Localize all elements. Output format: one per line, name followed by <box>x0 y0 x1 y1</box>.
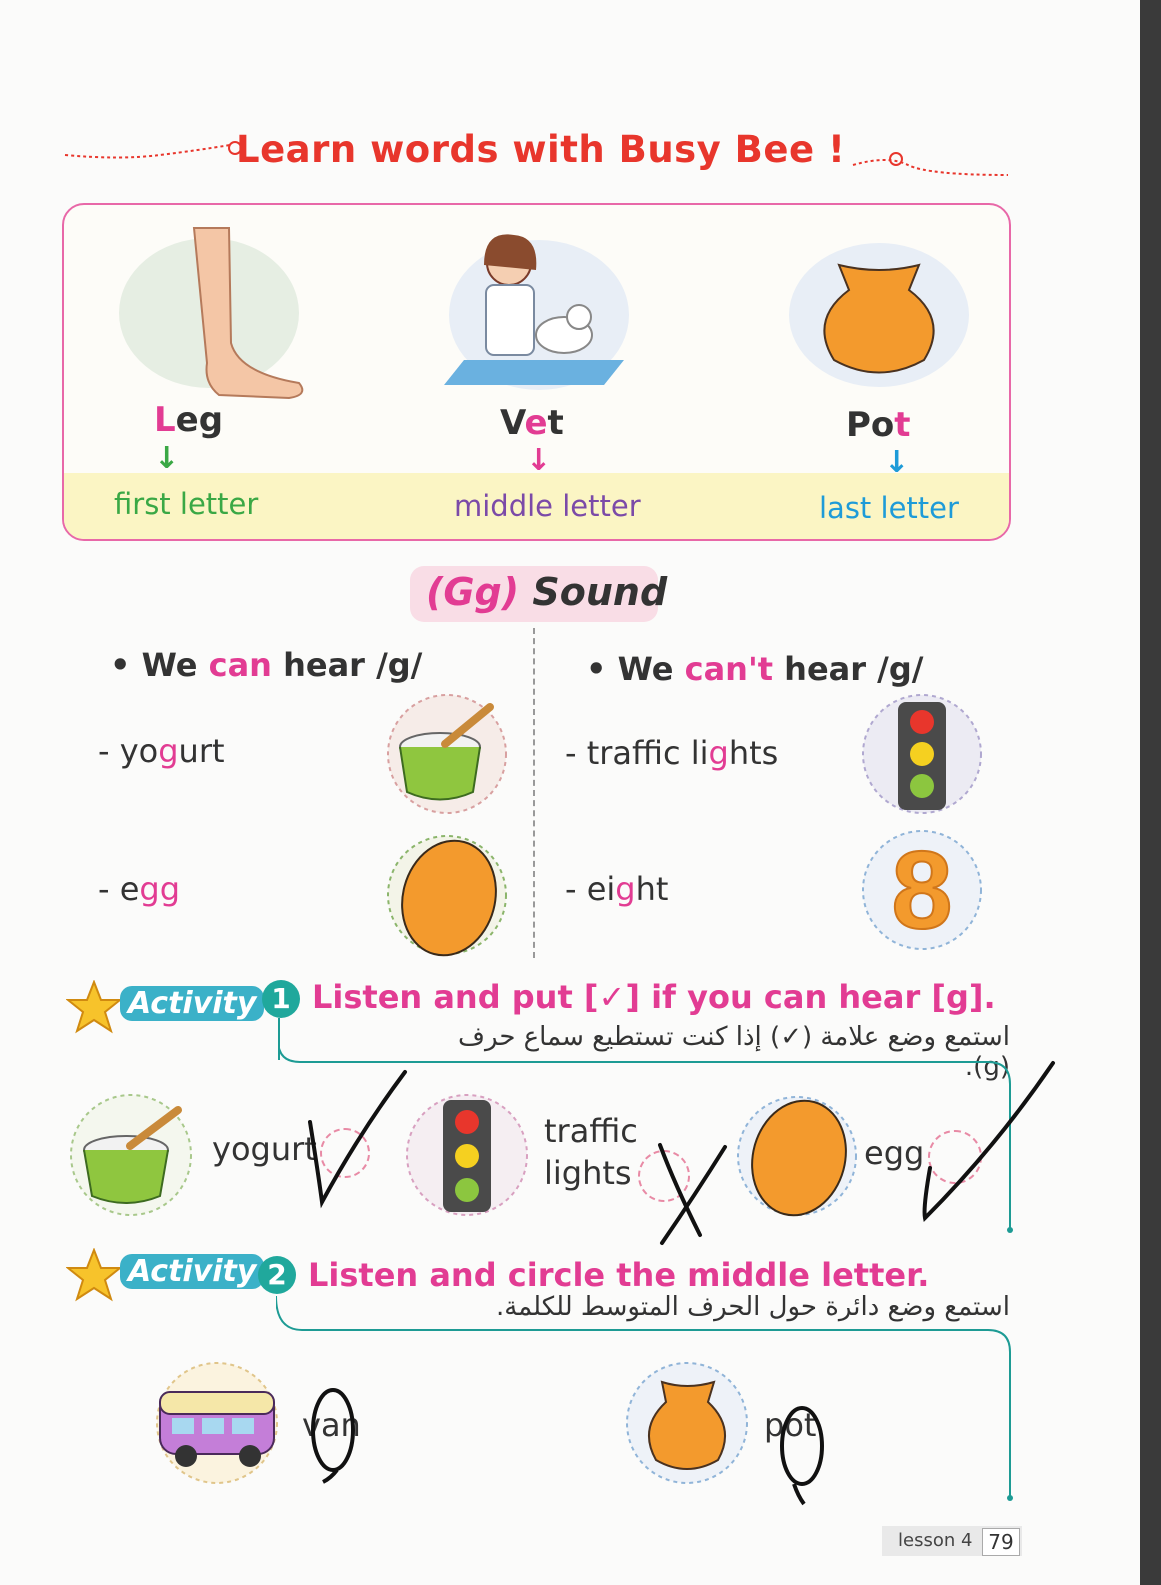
footer-lesson: lesson 4 <box>898 1530 973 1551</box>
activity-1-label: Activity <box>120 986 264 1021</box>
activity-1-egg-image <box>735 1094 860 1219</box>
vet-image <box>444 225 634 400</box>
activity-2-number: 2 <box>258 1256 296 1294</box>
word-pot: Pot <box>846 405 911 445</box>
can-hear-heading: • We can hear /g/ <box>110 646 423 684</box>
handwritten-circle-van <box>305 1378 365 1488</box>
title-right-swirl <box>848 145 1018 190</box>
star-icon <box>66 1248 122 1302</box>
activity-1-title: Listen and put [✓] if you can hear [g]. <box>312 978 996 1016</box>
arrow-down-icon: ↓ <box>154 441 180 476</box>
page-title: Learn words with Busy Bee ! <box>236 128 846 171</box>
activity-1-traffic-label-2: lights <box>544 1154 632 1192</box>
word-leg: Leg <box>154 400 224 440</box>
van-image <box>152 1360 282 1485</box>
leg-image <box>109 223 309 403</box>
handwritten-cross-traffic <box>650 1135 740 1250</box>
activity-2-title: Listen and circle the middle letter. <box>308 1256 930 1294</box>
traffic-light-image <box>860 692 985 817</box>
words-panel <box>62 203 1011 541</box>
activity-1-traffic-label-1: traffic <box>544 1112 638 1150</box>
activity-1-arabic: استمع وضع علامة (✓) إذا كنت تستطيع سماع حرف (g). <box>458 1022 1010 1082</box>
egg-image <box>385 830 510 960</box>
item-eight: - eight <box>565 870 669 908</box>
arrow-down-icon: ↓ <box>884 445 910 480</box>
label-middle-letter: middle letter <box>454 489 641 523</box>
activity-1-number: 1 <box>262 980 300 1018</box>
item-traffic-lights: - traffic lights <box>565 734 779 772</box>
item-yogurt: - yogurt <box>98 732 225 770</box>
handwritten-circle-pot <box>772 1400 832 1510</box>
activity-2-van-label: van <box>302 1406 361 1444</box>
sound-heading: (Gg) Sound <box>426 570 668 614</box>
activity-1-yogurt-image <box>68 1092 194 1218</box>
activity-1-traffic-light-image <box>405 1092 530 1218</box>
label-first-letter: first letter <box>114 487 259 521</box>
title-left-swirl <box>60 130 250 170</box>
word-vet: Vet <box>500 403 564 443</box>
cant-hear-heading: • We can't hear /g/ <box>586 650 924 688</box>
activity-2-arabic: استمع وضع دائرة حول الحرف المتوسط للكلمة. <box>495 1292 1010 1322</box>
star-icon <box>66 980 122 1034</box>
number-eight-image <box>860 828 985 953</box>
svg-text:8: 8 <box>891 829 953 952</box>
activity-1-egg-label: egg <box>864 1134 925 1172</box>
handwritten-check-egg <box>915 1058 1060 1223</box>
item-egg: - egg <box>98 870 181 908</box>
page-number: 79 <box>982 1528 1020 1556</box>
pot-image <box>784 235 974 395</box>
yogurt-image <box>385 692 510 817</box>
label-last-letter: last letter <box>819 491 959 525</box>
arrow-down-icon: ↓ <box>526 443 552 478</box>
activity-1-yogurt-label: yogurt <box>212 1130 317 1168</box>
activity-2-label: Activity <box>120 1254 264 1289</box>
activity-2-pot-label: pot <box>764 1406 817 1444</box>
column-divider <box>533 628 535 958</box>
activity-2-pot-image <box>624 1360 750 1485</box>
handwritten-check-yogurt <box>300 1062 420 1212</box>
page-edge-shadow <box>1140 0 1161 1585</box>
